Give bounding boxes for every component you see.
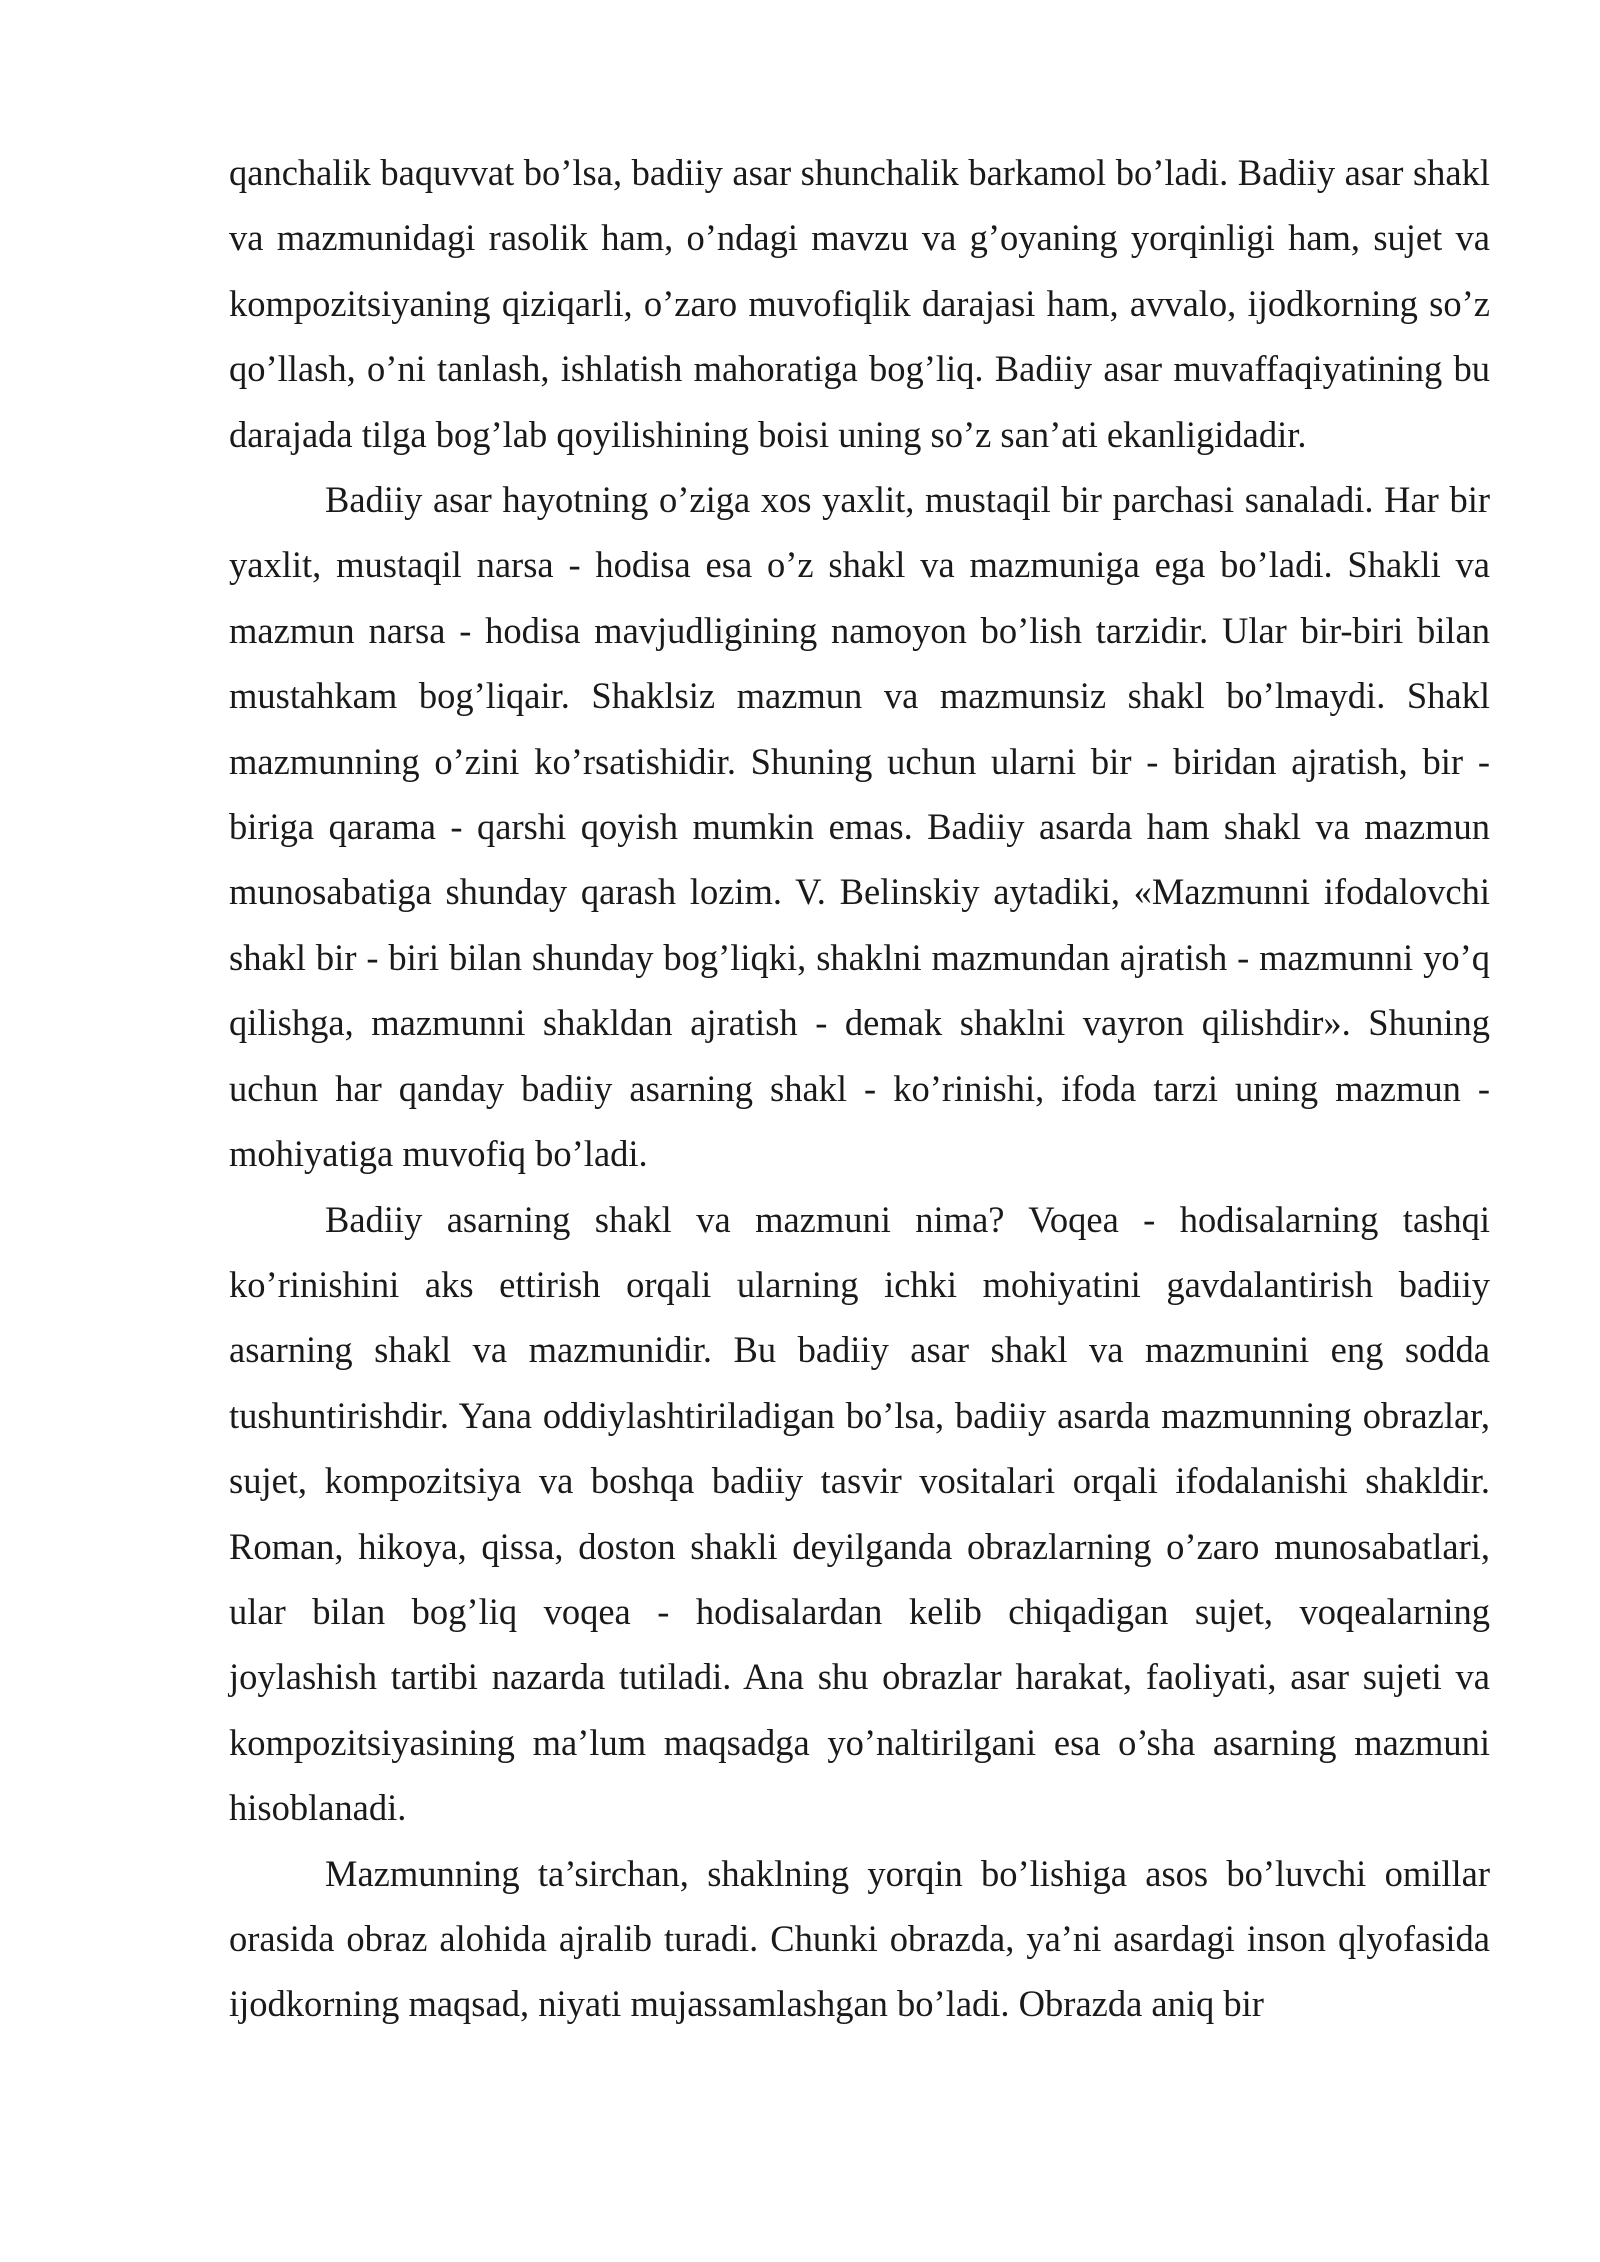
- paragraph-form-content: Badiiy asar hayotning o’ziga xos yaxlit, mustaqil bir parchasi sanaladi. Har bir yaxlit, mustaqil narsa - hodisa esa o’z shakl va mazmuniga ega bo’ladi. Shakli va mazmun narsa - hodisa mavjudligining namoyon bo’lish tarzidir. Ular bir-biri bilan mustahkam bog’liqair. Shaklsiz mazmun va mazmunsiz shakl bo’lmaydi. Shakl mazmunning o’zini ko’rsatishidir. Shuning uchun ularni bir - biridan ajratish, bir - biriga qarama - qarshi qoyish mumkin emas. Badiiy asarda ham shakl va mazmun munosabatiga shunday qarash lozim. V. Belinskiy aytadiki, «Mazmunni ifodalovchi shakl bir - biri bilan shunday bog’liqki, shaklni mazmundan ajratish - mazmunni yo’q qilishga, mazmunni shakldan ajratish - demak shaklni vayron qilishdir». Shuning uchun har qanday badiiy asarning shakl - ko’rinishi, ifoda tarzi uning mazmun - mohiyatiga muvofiq bo’ladi.: [229, 479, 1490, 1175]
- paragraph-what-is-form: Badiiy asarning shakl va mazmuni nima? Voqea - hodisalarning tashqi ko’rinishini aks ettirish orqali ularning ichki mohiyatini gavdalantirish badiiy asarning shakl va mazmunidir. Bu badiiy asar shakl va mazmunini eng sodda tushuntirishdir. Yana oddiylashtiriladigan bo’lsa, badiiy asarda mazmunning obrazlar, sujet, kompozitsiya va boshqa badiiy tasvir vositalari orqali ifodalanishi shakldir. Roman, hikoya, qissa, doston shakli deyilganda obrazlarning o’zaro munosabatlari, ular bilan bog’liq voqea - hodisalardan kelib chiqadigan sujet, voqealarning joylashish tartibi nazarda tutiladi. Ana shu obrazlar harakat, faoliyati, asar sujeti va kompozitsiyasining ma’lum maqsadga yo’naltirilgani esa o’sha asarning mazmuni hisoblanadi.: [229, 1198, 1490, 1829]
- paragraph-image-role: Mazmunning ta’sirchan, shaklning yorqin bo’lishiga asos bo’luvchi omillar orasida obraz alohida ajralib turadi. Chunki obrazda, ya’ni asardagi inson qlyofasida ijodkorning maqsad, niyati mujassamlashgan bo’ladi. Obrazda aniq bir: [229, 1852, 1490, 2025]
- paragraph-continued: qanchalik baquvvat bo’lsa, badiiy asar shunchalik barkamol bo’ladi. Badiiy asar shakl va mazmunidagi rasolik ham, o’ndagi mavzu va g’oyaning yorqinligi ham, sujet va kompozitsiyaning qiziqarli, o’zaro muvofiqlik darajasi ham, avvalo, ijodkorning so’z qo’llash, o’ni tanlash, ishlatish mahoratiga bog’liq. Badiiy asar muvaffaqiyatining bu darajada tilga bog’lab qoyilishining boisi uning so’z san’ati ekanligidadir.: [229, 152, 1490, 455]
- body-text: [229, 140, 1490, 2037]
